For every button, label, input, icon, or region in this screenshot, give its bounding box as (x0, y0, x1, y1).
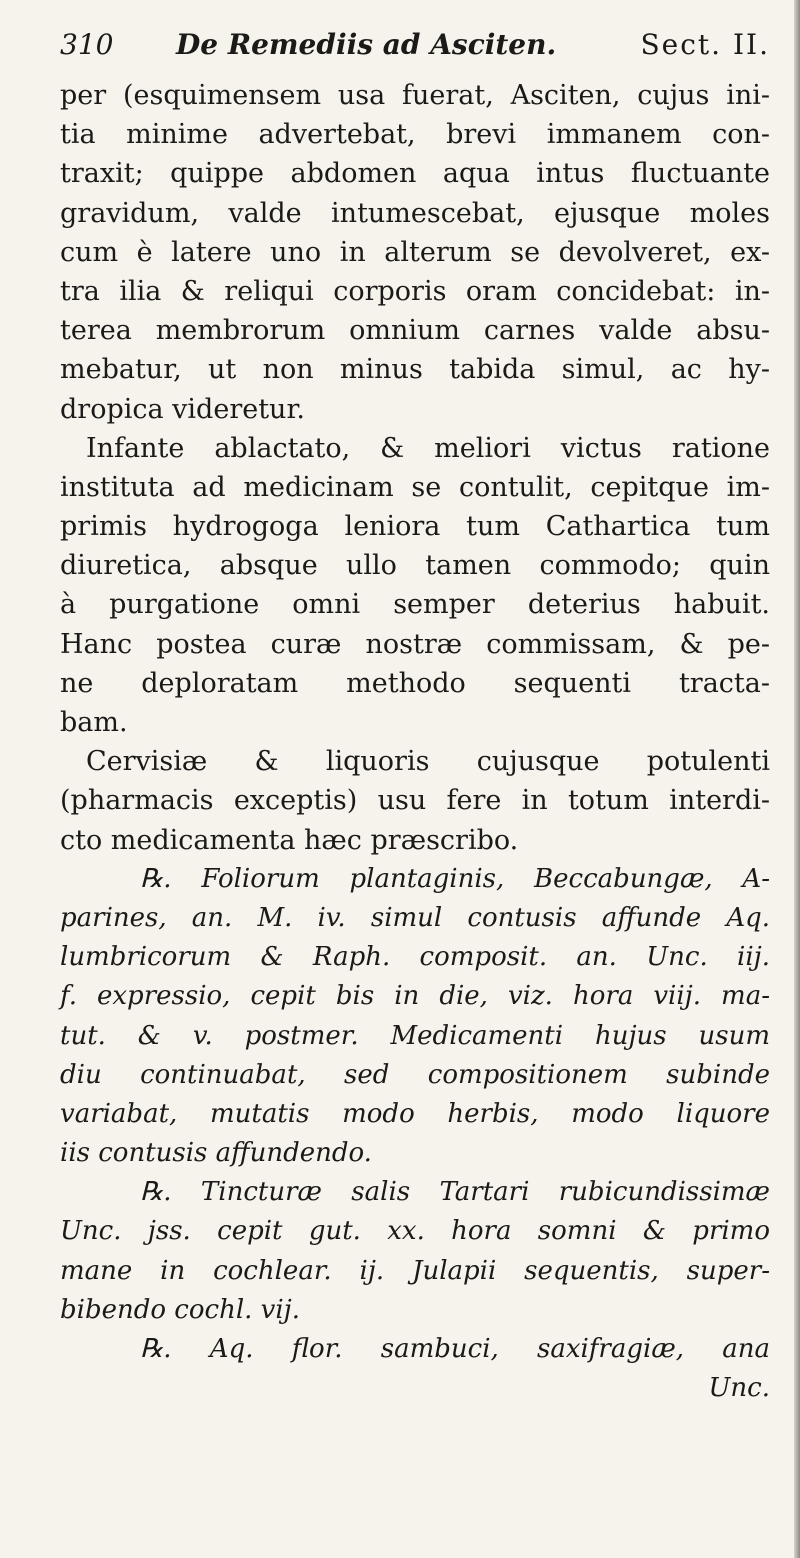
text-line: diuretica, absque ullo tamen commodo; quin (60, 550, 770, 582)
text-line: bibendo cochl. vij. (60, 1294, 300, 1325)
text-line: Infante ablactato, & meliori victus ratione (86, 432, 770, 464)
text-line: per (esquimensem usa fuerat, Asciten, cujus ini- (60, 80, 770, 111)
text-line: gravidum, valde intumescebat, ejusque moles (60, 197, 770, 229)
text-line: mane in cochlear. ij. Julapii sequentis, super- (60, 1255, 770, 1286)
text-line: à purgatione omni semper deterius habuit. (60, 589, 770, 621)
page-number: 310 (60, 28, 114, 61)
text-line: ℞. Tincturæ salis Tartari rubicundissimæ (140, 1177, 770, 1208)
text-line: tia minime advertebat, brevi immanem con- (60, 119, 770, 151)
running-header (60, 28, 770, 76)
text-line: traxit; quippe abdomen aqua intus fluctuante (60, 158, 770, 190)
text-line: ne deploratam methodo sequenti tracta- (60, 667, 770, 699)
text-line: variabat, mutatis modo herbis, modo liquore (60, 1098, 770, 1129)
page-edge (794, 0, 800, 1558)
text-line: Unc. (708, 1373, 770, 1404)
text-line: lumbricorum & Raph. composit. an. Unc. iij. (60, 942, 770, 973)
text-line: mebatur, ut non minus tabida simul, ac hy- (60, 354, 770, 386)
text-line: ℞. Foliorum plantaginis, Beccabungæ, A- (140, 863, 770, 894)
text-line: f. expressio, cepit bis in die, viz. hora viij. ma- (60, 981, 770, 1012)
text-line: terea membrorum omnium carnes valde absu- (60, 315, 770, 347)
text-line: iis contusis affundendo. (60, 1138, 372, 1169)
text-line: cum è latere uno in alterum se devolveret, ex- (60, 236, 770, 268)
text-line: bam. (60, 707, 128, 738)
text-line: parines, an. M. iv. simul contusis affunde Aq. (60, 902, 770, 933)
text-line: Unc. jss. cepit gut. xx. hora somni & primo (60, 1216, 770, 1247)
text-line: instituta ad medicinam se contulit, cepitque im- (60, 471, 770, 503)
text-line: Cervisiæ & liquoris cujusque potulenti (86, 746, 770, 778)
text-line: dropica videretur. (60, 393, 305, 425)
text-line: Hanc postea curæ nostræ commissam, & pe- (60, 628, 770, 660)
text-line: tra ilia & reliqui corporis oram concidebat: in- (60, 275, 770, 307)
text-line: tut. & v. postmer. Medicamenti hujus usum (60, 1020, 770, 1051)
section-label: Sect. II. (640, 28, 770, 61)
text-line: ℞. Aq. flor. sambuci, saxifragiæ, ana (140, 1334, 770, 1364)
text-line: diu continuabat, sed compositionem subinde (60, 1059, 770, 1090)
text-line: cto medicamenta hæc præscribo. (60, 824, 519, 856)
page-text (60, 28, 770, 1408)
running-title: De Remediis ad Asciten. (176, 28, 557, 61)
text-line: primis hydrogoga leniora tum Cathartica tum (60, 511, 770, 543)
text-line: (pharmacis exceptis) usu fere in totum interdi- (60, 785, 770, 817)
body-text (60, 76, 770, 1408)
